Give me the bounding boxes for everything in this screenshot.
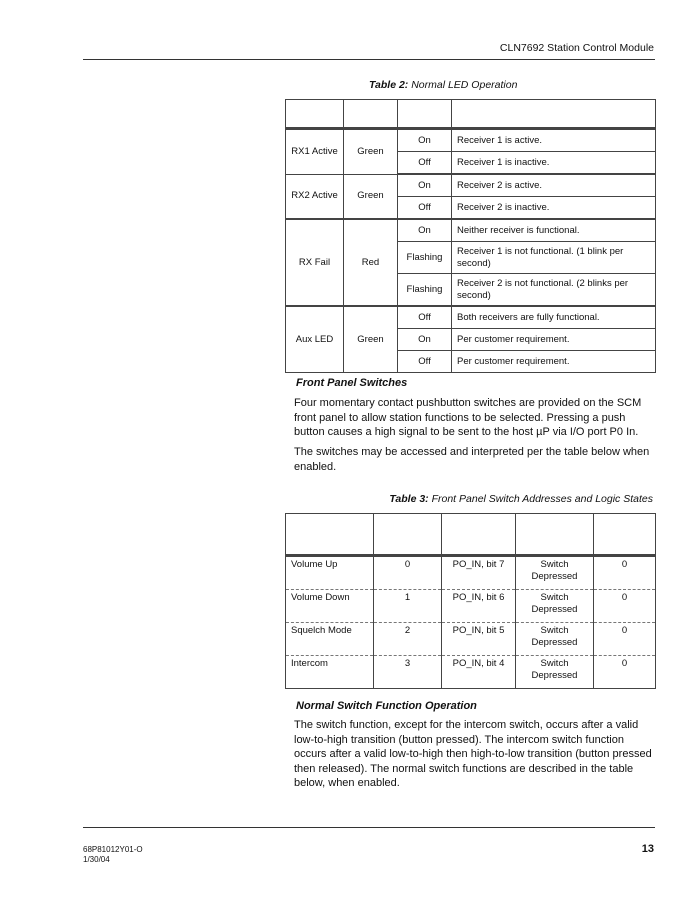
led-description: Receiver 1 is not functional. (1 blink per second) xyxy=(452,242,656,274)
footer-doc-info xyxy=(83,845,143,865)
table-2-caption-number: Table 2: xyxy=(369,79,409,91)
led-description: Per customer requirement. xyxy=(452,351,656,373)
switch-port: PO_IN, bit 7 xyxy=(442,556,516,590)
led-state: On xyxy=(398,174,452,197)
led-state: Flashing xyxy=(398,242,452,274)
footer-date: 1/30/04 xyxy=(83,855,110,864)
led-description: Receiver 1 is inactive. xyxy=(452,152,656,175)
led-description: Receiver 2 is not functional. (2 blinks per second) xyxy=(452,274,656,307)
led-color: Green xyxy=(344,306,398,373)
led-color: Green xyxy=(344,129,398,175)
table-row xyxy=(286,623,656,656)
table-row xyxy=(286,590,656,623)
table-header-row xyxy=(286,100,656,129)
switch-state: Switch Depressed xyxy=(516,556,594,590)
switch-name: Squelch Mode xyxy=(286,623,374,656)
led-signal: Aux LED xyxy=(286,306,344,373)
footer-doc-number: 68P81012Y01-O xyxy=(83,845,143,854)
led-color: Green xyxy=(344,174,398,219)
led-signal: RX2 Active xyxy=(286,174,344,219)
table-3-caption-number: Table 3: xyxy=(389,493,429,505)
switch-number: 2 xyxy=(374,623,442,656)
table-row xyxy=(286,174,656,197)
switch-state: Switch Depressed xyxy=(516,590,594,623)
switch-port: PO_IN, bit 6 xyxy=(442,590,516,623)
section-heading-normal-switch-function: Normal Switch Function Operation xyxy=(296,700,477,712)
led-description: Receiver 1 is active. xyxy=(452,129,656,152)
table-2-caption xyxy=(369,79,517,91)
led-state: On xyxy=(398,329,452,351)
led-description: Receiver 2 is active. xyxy=(452,174,656,197)
led-state: Off xyxy=(398,351,452,373)
table-3-caption xyxy=(389,493,653,505)
led-description: Per customer requirement. xyxy=(452,329,656,351)
switch-name: Intercom xyxy=(286,656,374,689)
footer-rule xyxy=(83,827,655,828)
section-heading-front-panel-switches: Front Panel Switches xyxy=(296,377,408,389)
led-operation-table xyxy=(285,99,656,373)
led-description: Both receivers are fully functional. xyxy=(452,306,656,329)
switch-number: 0 xyxy=(374,556,442,590)
table-row xyxy=(286,556,656,590)
switch-logic: 0 xyxy=(594,556,656,590)
led-description: Neither receiver is functional. xyxy=(452,219,656,242)
body-paragraph: The switches may be accessed and interpreted per the table below when enabled. xyxy=(294,446,650,473)
switch-number: 3 xyxy=(374,656,442,689)
switch-port: PO_IN, bit 4 xyxy=(442,656,516,689)
led-state: Flashing xyxy=(398,274,452,307)
switch-name: Volume Up xyxy=(286,556,374,590)
led-signal: RX1 Active xyxy=(286,129,344,175)
switch-logic: 0 xyxy=(594,623,656,656)
switch-number: 1 xyxy=(374,590,442,623)
running-header: CLN7692 Station Control Module xyxy=(499,42,654,54)
led-state: On xyxy=(398,129,452,152)
table-2-caption-text: Normal LED Operation xyxy=(408,79,518,91)
table-row xyxy=(286,219,656,242)
switch-state: Switch Depressed xyxy=(516,623,594,656)
switch-address-table xyxy=(285,513,656,689)
switch-logic: 0 xyxy=(594,590,656,623)
led-color: Red xyxy=(344,219,398,306)
switch-state: Switch Depressed xyxy=(516,656,594,689)
led-state: Off xyxy=(398,306,452,329)
switch-logic: 0 xyxy=(594,656,656,689)
table-3-caption-text: Front Panel Switch Addresses and Logic States xyxy=(428,493,653,505)
switch-port: PO_IN, bit 5 xyxy=(442,623,516,656)
table-row xyxy=(286,129,656,152)
led-state: Off xyxy=(398,152,452,175)
led-state: Off xyxy=(398,197,452,220)
switch-name: Volume Down xyxy=(286,590,374,623)
header-rule xyxy=(83,59,655,60)
body-paragraph: Four momentary contact pushbutton switches are provided on the SCM front panel to allow station functions to be selected. Pressing a push button causes a high signal to be sent to the host µP via I/O port P0 In. xyxy=(294,397,642,438)
led-state: On xyxy=(398,219,452,242)
led-description: Receiver 2 is inactive. xyxy=(452,197,656,220)
table-row xyxy=(286,656,656,689)
table-header-row xyxy=(286,514,656,556)
body-paragraph: The switch function, except for the intercom switch, occurs after a valid low-to-high transition (button pressed). The intercom switch function occurs after a valid low-to-high then high-to-low transition (button pressed then released). The normal switch functions are described in the table below, when enabled. xyxy=(294,719,652,789)
page-number: 13 xyxy=(641,843,654,855)
table-row xyxy=(286,306,656,329)
led-signal: RX Fail xyxy=(286,219,344,306)
